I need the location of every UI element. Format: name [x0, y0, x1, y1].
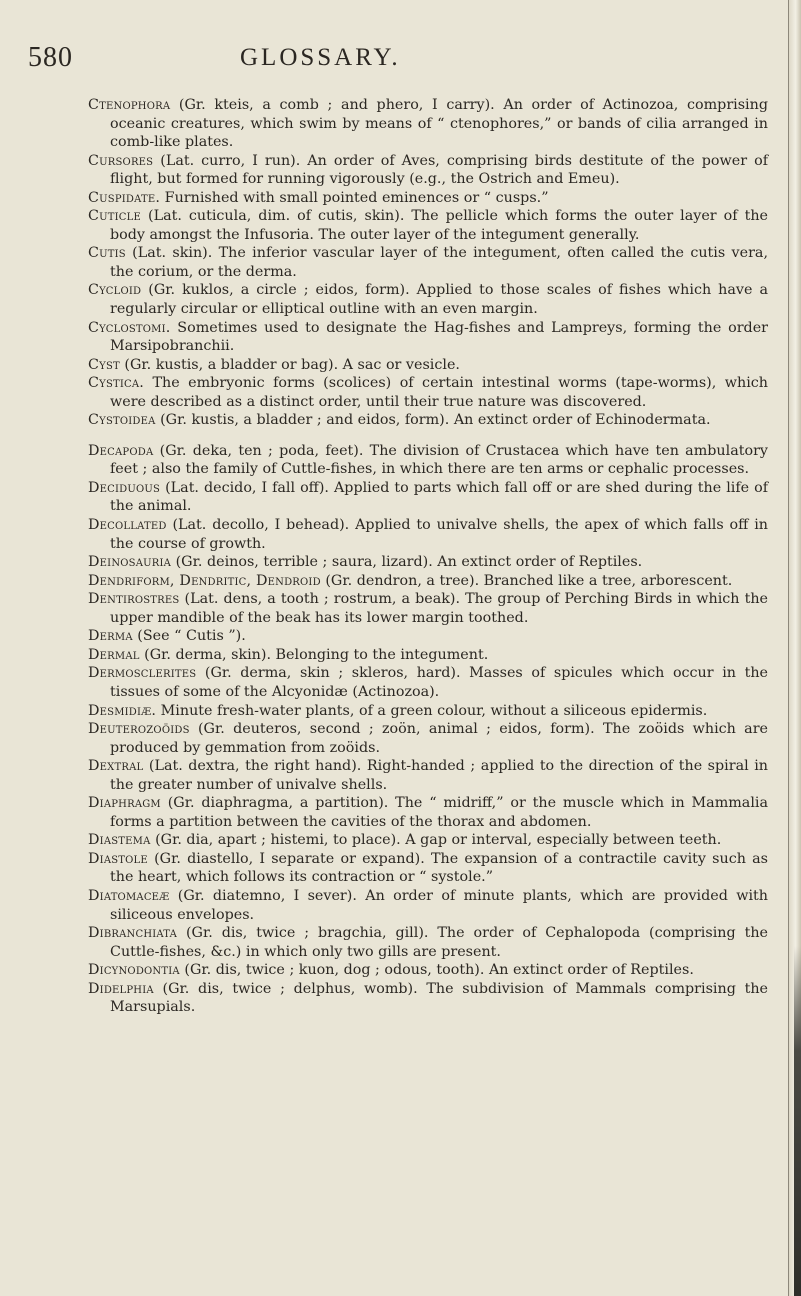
entry-term: Cystoidea — [88, 412, 156, 429]
entry-term: Cystica. — [88, 375, 145, 392]
entry-definition: (Gr. dendron, a tree). Branched like a tree, arborescent. — [320, 572, 733, 589]
entry-definition: (Gr. dis, twice ; delphus, womb). The subdivision of Mammals comprising the Marsupials. — [110, 980, 768, 1016]
entry-definition: (Gr. dis, twice ; bragchia, gill). The order of Cephalopoda (comprising the Cuttle-fishes, &c.) in which only two gills are present. — [110, 925, 768, 960]
section-gap — [88, 430, 768, 442]
entry-term: Dextral — [88, 758, 144, 775]
glossary-entry — [88, 516, 768, 553]
glossary-entry — [88, 244, 768, 281]
running-head: GLOSSARY. — [240, 44, 401, 71]
entry-term: Dentirostres — [88, 591, 180, 608]
entry-definition: (Lat. skin). The inferior vascular layer of the integument, often called the cutis vera, the corium, or the derma. — [110, 245, 768, 280]
entry-term: Cyst — [88, 356, 120, 373]
entry-definition: (Gr. deka, ten ; poda, feet). The division of Crustacea which have ten ambulatory feet ; also the family of Cuttle-fishes, in which there are ten arms or cephalic processes. — [110, 442, 768, 478]
glossary-entry — [88, 924, 768, 961]
entry-definition: (Lat. dens, a tooth ; rostrum, a beak). The group of Perching Birds in which the upper mandible of the beak has its lower margin toothed. — [110, 591, 768, 626]
entry-term: Dibranchiata — [88, 925, 178, 942]
entry-term: Deinosauria — [88, 554, 172, 571]
glossary-entry — [88, 720, 768, 757]
entry-definition: Sometimes used to designate the Hag-fishes and Lampreys, forming the order Marsipobranchii. — [110, 319, 768, 355]
entry-definition: (Gr. kuklos, a circle ; eidos, form). Applied to those scales of fishes which have a regularly circular or elliptical outline with an even margin. — [110, 282, 768, 318]
entry-definition: (Gr. diatemno, I sever). An order of minute plants, which are provided with siliceous envelopes. — [110, 887, 768, 923]
entry-term: Deuterozoöids — [88, 721, 190, 738]
entry-term: Didelphia — [88, 980, 154, 997]
entry-definition: (Gr. diaphragma, a partition). The “ midriff,” or the muscle which in Mammalia forms a partition between the cavities of the thorax and abdomen. — [110, 795, 768, 830]
glossary-entry — [88, 980, 768, 1017]
entry-term: Diastole — [88, 850, 148, 867]
glossary-entry — [88, 189, 768, 208]
glossary-entries — [88, 96, 768, 1017]
glossary-entry — [88, 374, 768, 411]
glossary-entry — [88, 442, 768, 479]
glossary-entry — [88, 664, 768, 701]
entry-term: Ctenophora — [88, 97, 171, 113]
entry-definition: (Gr. dis, twice ; kuon, dog ; odous, tooth). An extinct order of Reptiles. — [179, 962, 694, 979]
glossary-entry — [88, 627, 768, 646]
entry-definition: Minute fresh-water plants, of a green colour, without a siliceous epidermis. — [156, 702, 708, 719]
glossary-entry — [88, 281, 768, 318]
glossary-entry — [88, 479, 768, 516]
entry-definition: (Gr. derma, skin ; skleros, hard). Masses of spicules which occur in the tissues of some of the Alcyonidæ (Actinozoa). — [110, 665, 768, 700]
page-header — [0, 42, 788, 76]
entry-term: Cycloid — [88, 282, 142, 299]
glossary-entry — [88, 757, 768, 794]
glossary-entry — [88, 646, 768, 665]
glossary-entry — [88, 152, 768, 189]
entry-definition: (Gr. kteis, a comb ; and phero, I carry). An order of Actinozoa, comprising oceanic creatures, which swim by means of “ ctenophores,” or bands of cilia arranged in comb-like plates. — [110, 97, 768, 151]
entry-term: Dermosclerites — [88, 665, 197, 682]
entry-term: Cyclostomi. — [88, 319, 171, 336]
entry-definition: (Gr. deinos, terrible ; saura, lizard). An extinct order of Reptiles. — [171, 554, 643, 571]
glossary-entry — [88, 356, 768, 375]
entry-term: Diatomaceæ — [88, 887, 170, 904]
glossary-entry — [88, 794, 768, 831]
glossary-entry — [88, 887, 768, 924]
entry-definition: (Gr. dia, apart ; histemi, to place). A gap or interval, especially between teeth. — [150, 832, 722, 849]
entry-definition: (Lat. decollo, I behead). Applied to univalve shells, the apex of which falls off in the course of growth. — [110, 517, 768, 552]
glossary-entry — [88, 96, 768, 152]
entry-definition: (Gr. kustis, a bladder ; and eidos, form). An extinct order of Echinodermata. — [155, 412, 711, 429]
entry-term: Cuticle — [88, 208, 141, 225]
entry-term: Cutis — [88, 245, 126, 262]
entry-definition: (Gr. kustis, a bladder or bag). A sac or vesicle. — [119, 356, 460, 373]
entry-term: Dendriform, Dendritic, Dendroid — [88, 572, 321, 589]
entry-definition: (Lat. decido, I fall off). Applied to parts which fall off or are shed during the life of the animal. — [110, 479, 768, 515]
glossary-entry — [88, 850, 768, 887]
glossary-entry — [88, 702, 768, 721]
page-edge-shadow — [794, 946, 801, 1296]
entry-definition: Furnished with small pointed eminences or “ cusps.” — [160, 189, 549, 206]
entry-definition: (Lat. dextra, the right hand). Right-handed ; applied to the direction of the spiral in the greater number of univalve shells. — [110, 758, 768, 793]
entry-term: Desmidiæ. — [88, 702, 157, 719]
entry-term: Decollated — [88, 517, 167, 534]
glossary-entry — [88, 831, 768, 850]
glossary-entry — [88, 411, 768, 430]
entry-term: Diastema — [88, 832, 151, 849]
entry-term: Cursores — [88, 152, 154, 169]
glossary-entry — [88, 319, 768, 356]
glossary-entry — [88, 590, 768, 627]
entry-term: Diaphragm — [88, 795, 161, 812]
entry-term: Cuspidate. — [88, 189, 161, 206]
entry-term: Dermal — [88, 646, 140, 663]
glossary-entry — [88, 961, 768, 980]
glossary-entry — [88, 207, 768, 244]
glossary-entry — [88, 572, 768, 591]
entry-definition: The embryonic forms (scolices) of certain intestinal worms (tape-worms), which were described as a distinct order, until their true nature was discovered. — [110, 375, 768, 410]
entry-definition: (Gr. diastello, I separate or expand). The expansion of a contractile cavity such as the heart, which follows its contraction or “ systole.” — [110, 850, 768, 886]
entry-term: Deciduous — [88, 479, 161, 496]
entry-definition: (Gr. derma, skin). Belonging to the integument. — [139, 646, 489, 663]
entry-definition: (Gr. deuteros, second ; zoön, animal ; eidos, form). The zoöids which are produced by gemmation from zoöids. — [110, 721, 768, 756]
entry-term: Derma — [88, 628, 133, 645]
entry-definition: (Lat. cuticula, dim. of cutis, skin). The pellicle which forms the outer layer of the body amongst the Infusoria. The outer layer of the integument generally. — [110, 208, 768, 243]
entry-term: Dicynodontia — [88, 962, 180, 979]
entry-term: Decapoda — [88, 442, 154, 459]
glossary-entry — [88, 553, 768, 572]
entry-definition: (See “ Cutis ”). — [132, 628, 246, 645]
page-number: 580 — [28, 42, 73, 73]
entry-definition: (Lat. curro, I run). An order of Aves, comprising birds destitute of the power of flight, but formed for running vigorously (e.g., the Ostrich and Emeu). — [110, 152, 768, 188]
